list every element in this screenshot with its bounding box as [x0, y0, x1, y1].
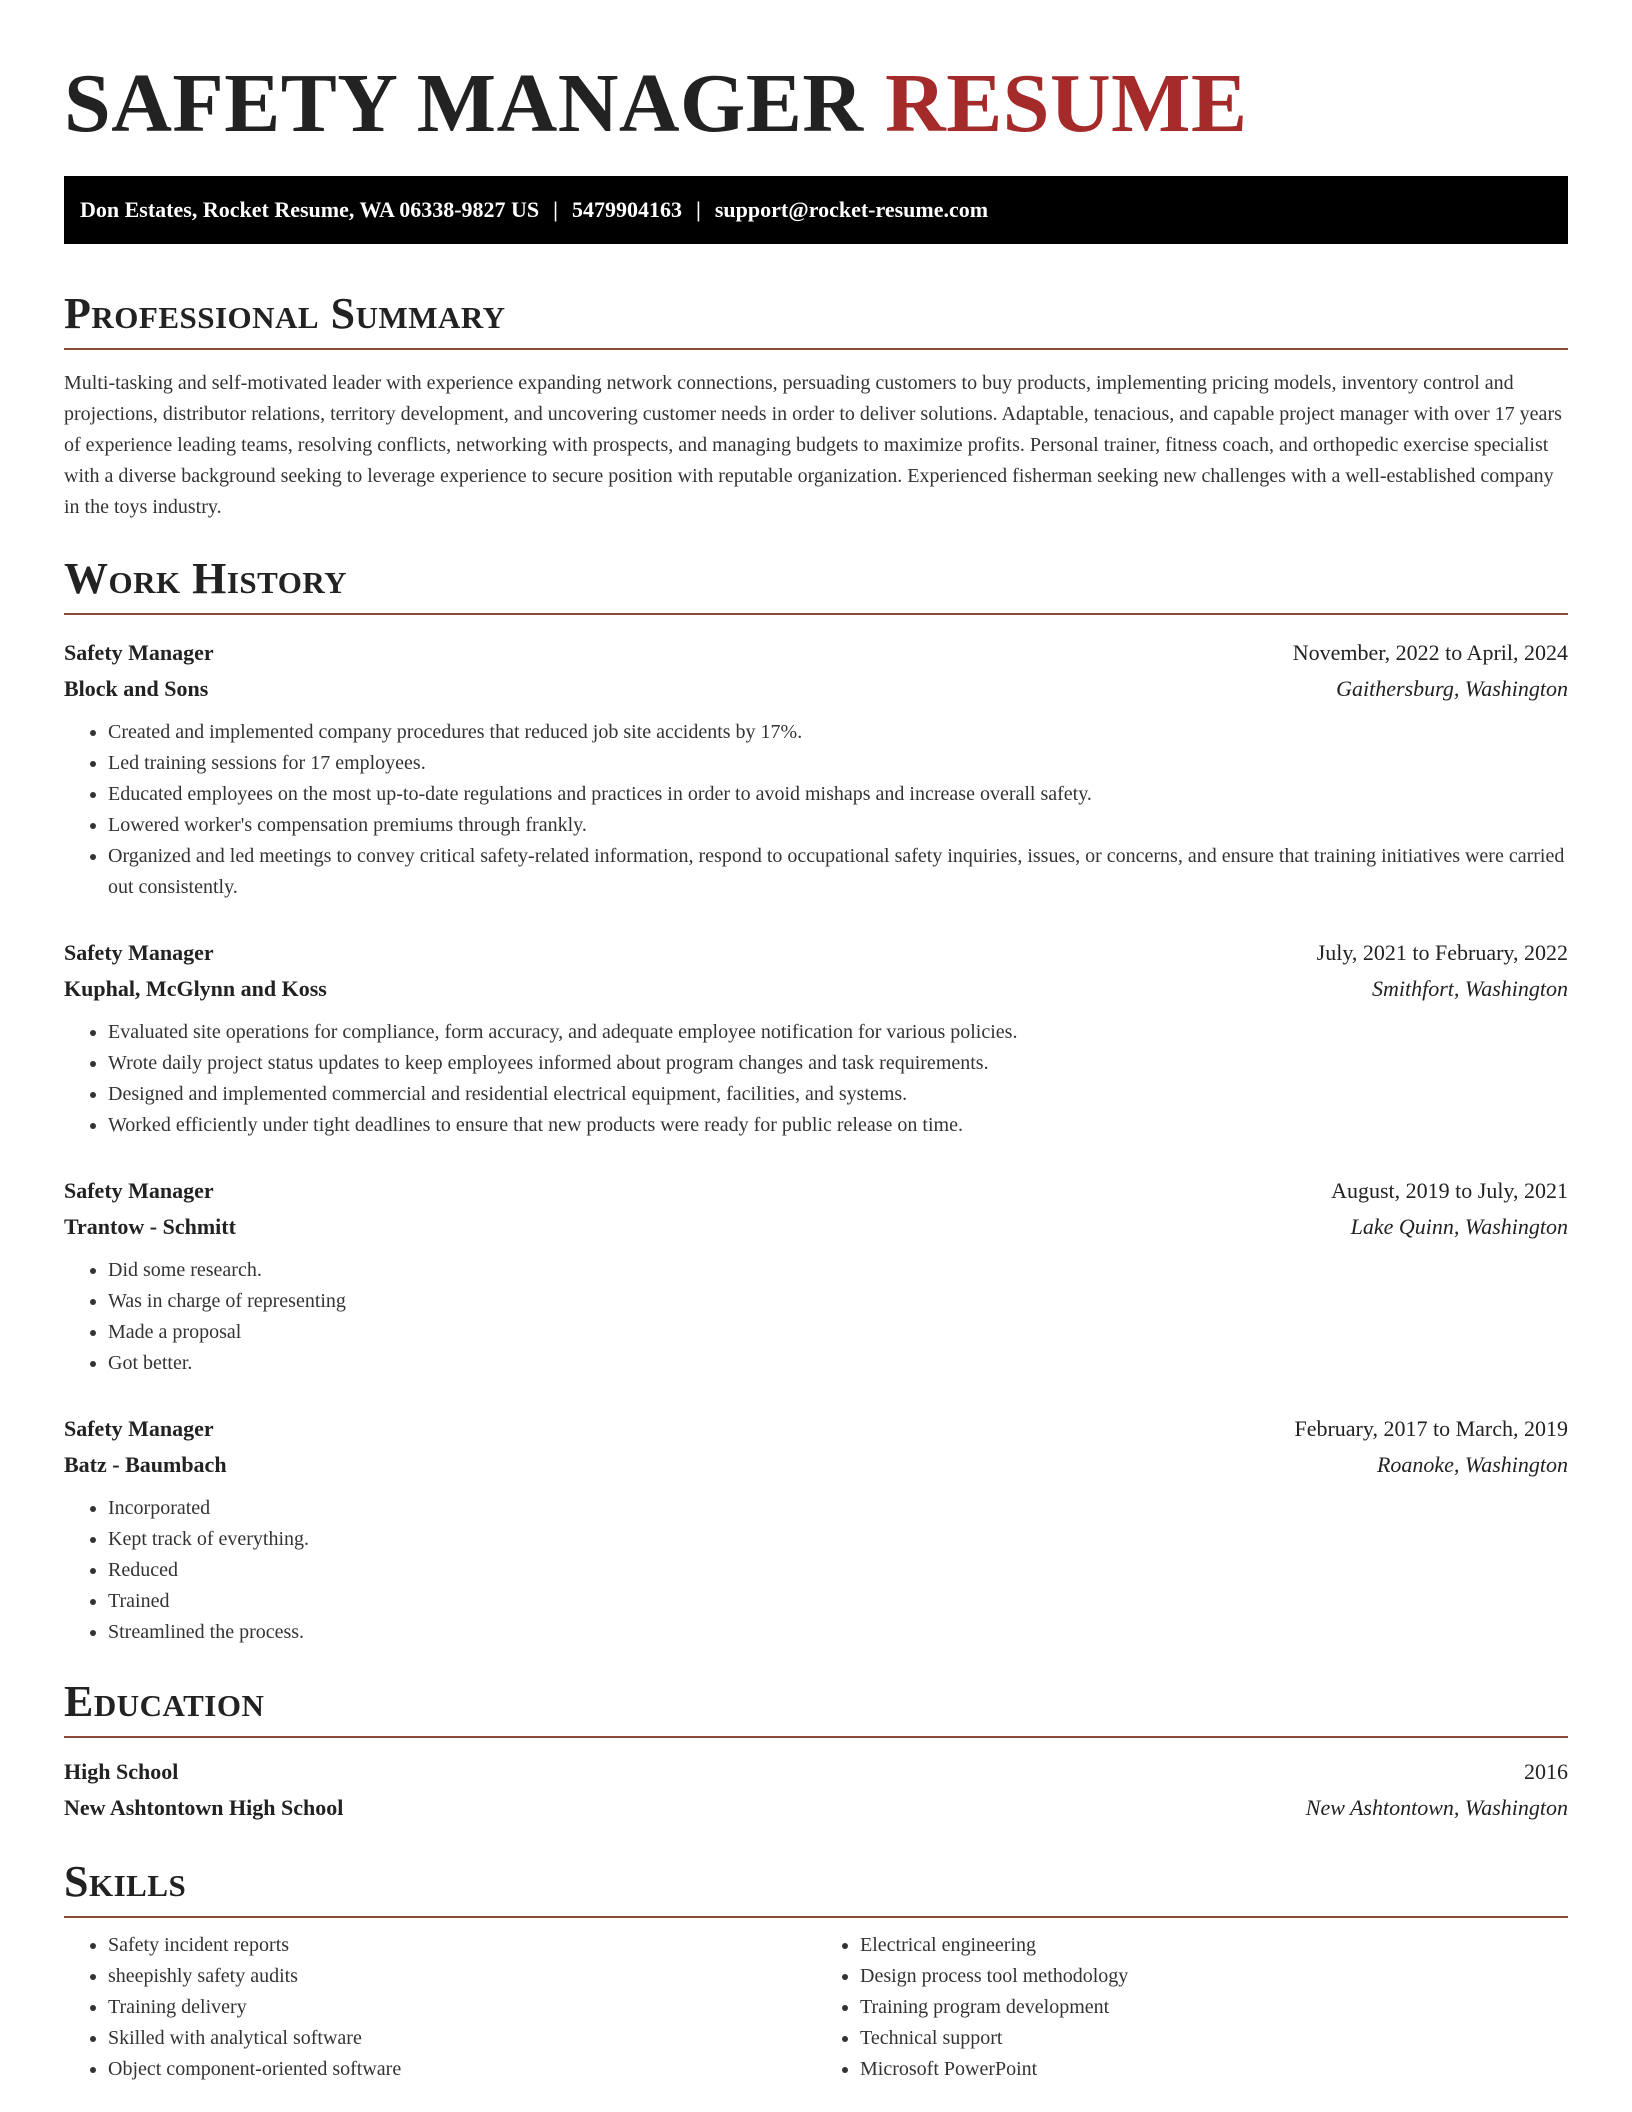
work-history-section [64, 553, 1568, 1648]
skill-item: • Training delivery [108, 1992, 816, 2023]
job-location: Smithfort, Washington [1372, 976, 1568, 1001]
skill-item: • Object component-oriented software [108, 2054, 816, 2085]
skill-item: • Technical support [860, 2023, 1568, 2054]
skills-grid [64, 1930, 1568, 2085]
job-bullet: • Was in charge of representing [108, 1286, 1568, 1317]
job-title: Safety Manager [64, 1178, 214, 1203]
skill-item: • sheepishly safety audits [108, 1961, 816, 1992]
contact-phone: 5479904163 [572, 197, 683, 222]
title-main: SAFETY MANAGER [64, 57, 864, 150]
job-dates: November, 2022 to April, 2024 [1292, 640, 1568, 665]
job-bullet: • Evaluated site operations for compliance, form accuracy, and adequate employee notification for various policies. [108, 1017, 1568, 1048]
education-degree: High School [64, 1759, 179, 1784]
job-bullet: • Incorporated [108, 1493, 1568, 1524]
education-entry [64, 1754, 1568, 1826]
skills-section [64, 1856, 1568, 2085]
job-entry [64, 935, 1568, 1141]
summary-heading: Professional Summary [64, 288, 1568, 350]
education-school: New Ashtontown High School [64, 1795, 344, 1820]
education-section [64, 1676, 1568, 1826]
job-header [64, 1411, 1568, 1447]
skills-column-right [816, 1930, 1568, 2085]
education-year: 2016 [1524, 1759, 1568, 1784]
job-bullet: • Reduced [108, 1555, 1568, 1586]
skills-column-left [64, 1930, 816, 2085]
contact-bar [64, 176, 1568, 244]
job-location: Lake Quinn, Washington [1350, 1214, 1568, 1239]
job-bullet: • Created and implemented company procedures that reduced job site accidents by 17%. [108, 717, 1568, 748]
job-bullet: • Organized and led meetings to convey critical safety-related information, respond to occupational safety inquiries, issues, or concerns, and ensure that training initiatives were carried out consistently. [108, 841, 1568, 903]
job-bullet: • Lowered worker's compensation premiums through frankly. [108, 810, 1568, 841]
summary-section [64, 288, 1568, 523]
title-accent: RESUME [885, 57, 1248, 150]
contact-separator: | [553, 197, 559, 222]
resume-page [64, 56, 1568, 2085]
job-bullet: • Led training sessions for 17 employees. [108, 748, 1568, 779]
work-history-heading: Work History [64, 553, 1568, 615]
job-bullets [64, 1255, 1568, 1379]
summary-text: Multi-tasking and self-motivated leader with experience expanding network connections, persuading customers to buy products, implementing pricing models, inventory control and projections, distributor relations, territory development, and uncovering customer needs in order to deliver solutions. Adaptable, tenacious, and capable project manager with over 17 years of experience leading teams, resolving conflicts, networking with prospects, and managing budgets to maximize profits. Personal trainer, fitness coach, and orthopedic exercise specialist with a diverse background seeking to leverage experience to secure position with reputable organization. Experienced fisherman seeking new challenges with a well-established company in the toys industry. [64, 372, 1562, 518]
job-bullet: • Kept track of everything. [108, 1524, 1568, 1555]
job-entry [64, 635, 1568, 903]
skill-item: • Microsoft PowerPoint [860, 2054, 1568, 2085]
education-heading: Education [64, 1676, 1568, 1738]
job-bullets [64, 1017, 1568, 1141]
job-header [64, 935, 1568, 971]
job-header [64, 635, 1568, 671]
job-company: Block and Sons [64, 676, 209, 701]
job-dates: July, 2021 to February, 2022 [1316, 940, 1568, 965]
job-bullet: • Designed and implemented commercial and residential electrical equipment, facilities, and systems. [108, 1079, 1568, 1110]
contact-address: Don Estates, Rocket Resume, WA 06338-9827 US [80, 197, 540, 222]
skill-item: • Skilled with analytical software [108, 2023, 816, 2054]
job-company: Trantow - Schmitt [64, 1214, 236, 1239]
job-company: Kuphal, McGlynn and Koss [64, 976, 327, 1001]
job-bullet: • Wrote daily project status updates to keep employees informed about program changes and task requirements. [108, 1048, 1568, 1079]
job-bullet: • Got better. [108, 1348, 1568, 1379]
education-subheader [64, 1790, 1568, 1826]
resume-title [64, 56, 1568, 152]
job-bullet: • Did some research. [108, 1255, 1568, 1286]
job-bullet: • Educated employees on the most up-to-date regulations and practices in order to avoid mishaps and increase overall safety. [108, 779, 1568, 810]
skill-item: • Safety incident reports [108, 1930, 816, 1961]
contact-email[interactable]: support@rocket-resume.com [714, 197, 989, 222]
skills-heading: Skills [64, 1856, 1568, 1918]
job-location: Gaithersburg, Washington [1336, 676, 1568, 701]
job-title: Safety Manager [64, 640, 214, 665]
job-title: Safety Manager [64, 1416, 214, 1441]
job-entry [64, 1411, 1568, 1648]
job-dates: August, 2019 to July, 2021 [1331, 1178, 1568, 1203]
job-subheader [64, 671, 1568, 707]
job-subheader [64, 1447, 1568, 1483]
job-header [64, 1173, 1568, 1209]
job-bullets [64, 717, 1568, 903]
job-bullet: • Made a proposal [108, 1317, 1568, 1348]
job-entry [64, 1173, 1568, 1379]
job-bullet: • Trained [108, 1586, 1568, 1617]
contact-separator: | [696, 197, 701, 222]
job-dates: February, 2017 to March, 2019 [1294, 1416, 1568, 1441]
skill-item: • Training program development [860, 1992, 1568, 2023]
education-header [64, 1754, 1568, 1790]
job-subheader [64, 971, 1568, 1007]
job-bullet: • Worked efficiently under tight deadlines to ensure that new products were ready for public release on time. [108, 1110, 1568, 1141]
job-company: Batz - Baumbach [64, 1452, 227, 1477]
job-bullet: • Streamlined the process. [108, 1617, 1568, 1648]
job-location: Roanoke, Washington [1376, 1452, 1568, 1477]
job-bullets [64, 1493, 1568, 1648]
skill-item: • Design process tool methodology [860, 1961, 1568, 1992]
education-location: New Ashtontown, Washington [1305, 1795, 1568, 1820]
job-subheader [64, 1209, 1568, 1245]
skill-item: • Electrical engineering [860, 1930, 1568, 1961]
job-title: Safety Manager [64, 940, 214, 965]
